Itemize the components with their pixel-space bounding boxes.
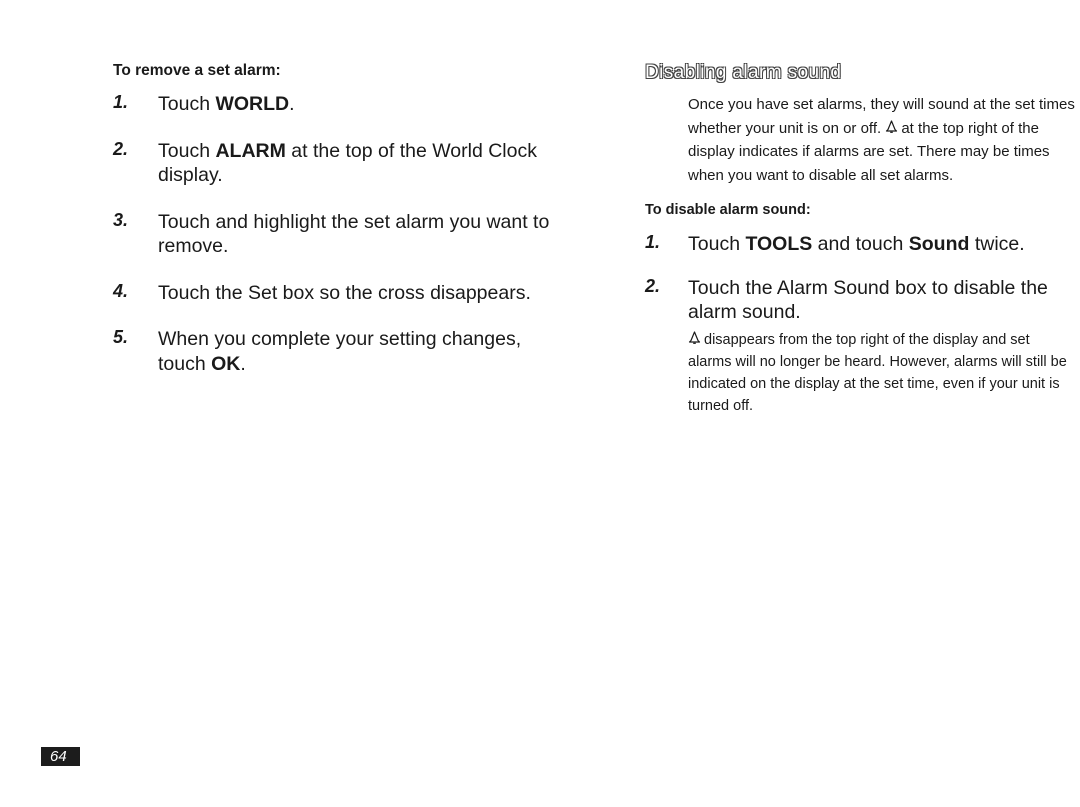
bell-icon — [688, 331, 701, 345]
left-column — [113, 62, 573, 376]
step-2 — [645, 276, 1075, 417]
step-1 — [113, 92, 573, 117]
disable-sound-steps — [645, 232, 1075, 417]
step-note: disappears from the top right of the display and set alarms will no longer be heard. However, alarms will still be indicated on the display at the set time, even if your unit is turned off. — [688, 331, 1067, 414]
ok-keyword: OK — [211, 352, 241, 375]
bell-icon — [885, 120, 898, 134]
step-number: 1. — [113, 92, 129, 112]
step-number: 1. — [645, 232, 661, 252]
step-number: 4. — [113, 280, 129, 301]
disable-sound-heading: To disable alarm sound: — [645, 202, 811, 218]
step-3 — [113, 210, 573, 259]
step-text: Touch WORLD. — [158, 93, 295, 115]
step-text: Touch ALARM at the top of the World Clock display. — [158, 139, 537, 186]
world-keyword: WORLD — [215, 93, 290, 115]
intro-paragraph: Once you have set alarms, they will sound at the set times whether your unit is on or off. at the top right of the display indicates if alarms are set. There may be times when you want to disable all set alarms. — [688, 96, 1075, 184]
alarm-keyword: ALARM — [215, 139, 286, 162]
step-1 — [645, 232, 1075, 257]
step-text: Touch the Alarm Sound box to disable the alarm sound. — [688, 276, 1048, 323]
step-number: 3. — [113, 209, 129, 230]
step-2 — [113, 139, 573, 188]
section-title: Disabling alarm sound — [645, 62, 842, 83]
step-text: Touch and highlight the set alarm you want to remove. — [158, 210, 550, 257]
remove-alarm-steps — [113, 92, 573, 376]
sound-keyword: Sound — [908, 233, 970, 255]
step-text: Touch TOOLS and touch Sound twice. — [688, 233, 1025, 255]
step-number: 2. — [645, 275, 661, 296]
step-4 — [113, 281, 573, 306]
step-number: 2. — [113, 138, 129, 159]
step-text: When you complete your setting changes, touch OK. — [158, 328, 522, 375]
step-number: 5. — [113, 327, 129, 347]
remove-alarm-heading: To remove a set alarm: — [113, 62, 281, 79]
right-column — [645, 62, 1075, 417]
tools-keyword: TOOLS — [745, 233, 813, 255]
step-5 — [113, 327, 573, 376]
step-text: Touch the Set box so the cross disappears. — [158, 281, 531, 304]
page-number: 64 — [41, 747, 80, 766]
